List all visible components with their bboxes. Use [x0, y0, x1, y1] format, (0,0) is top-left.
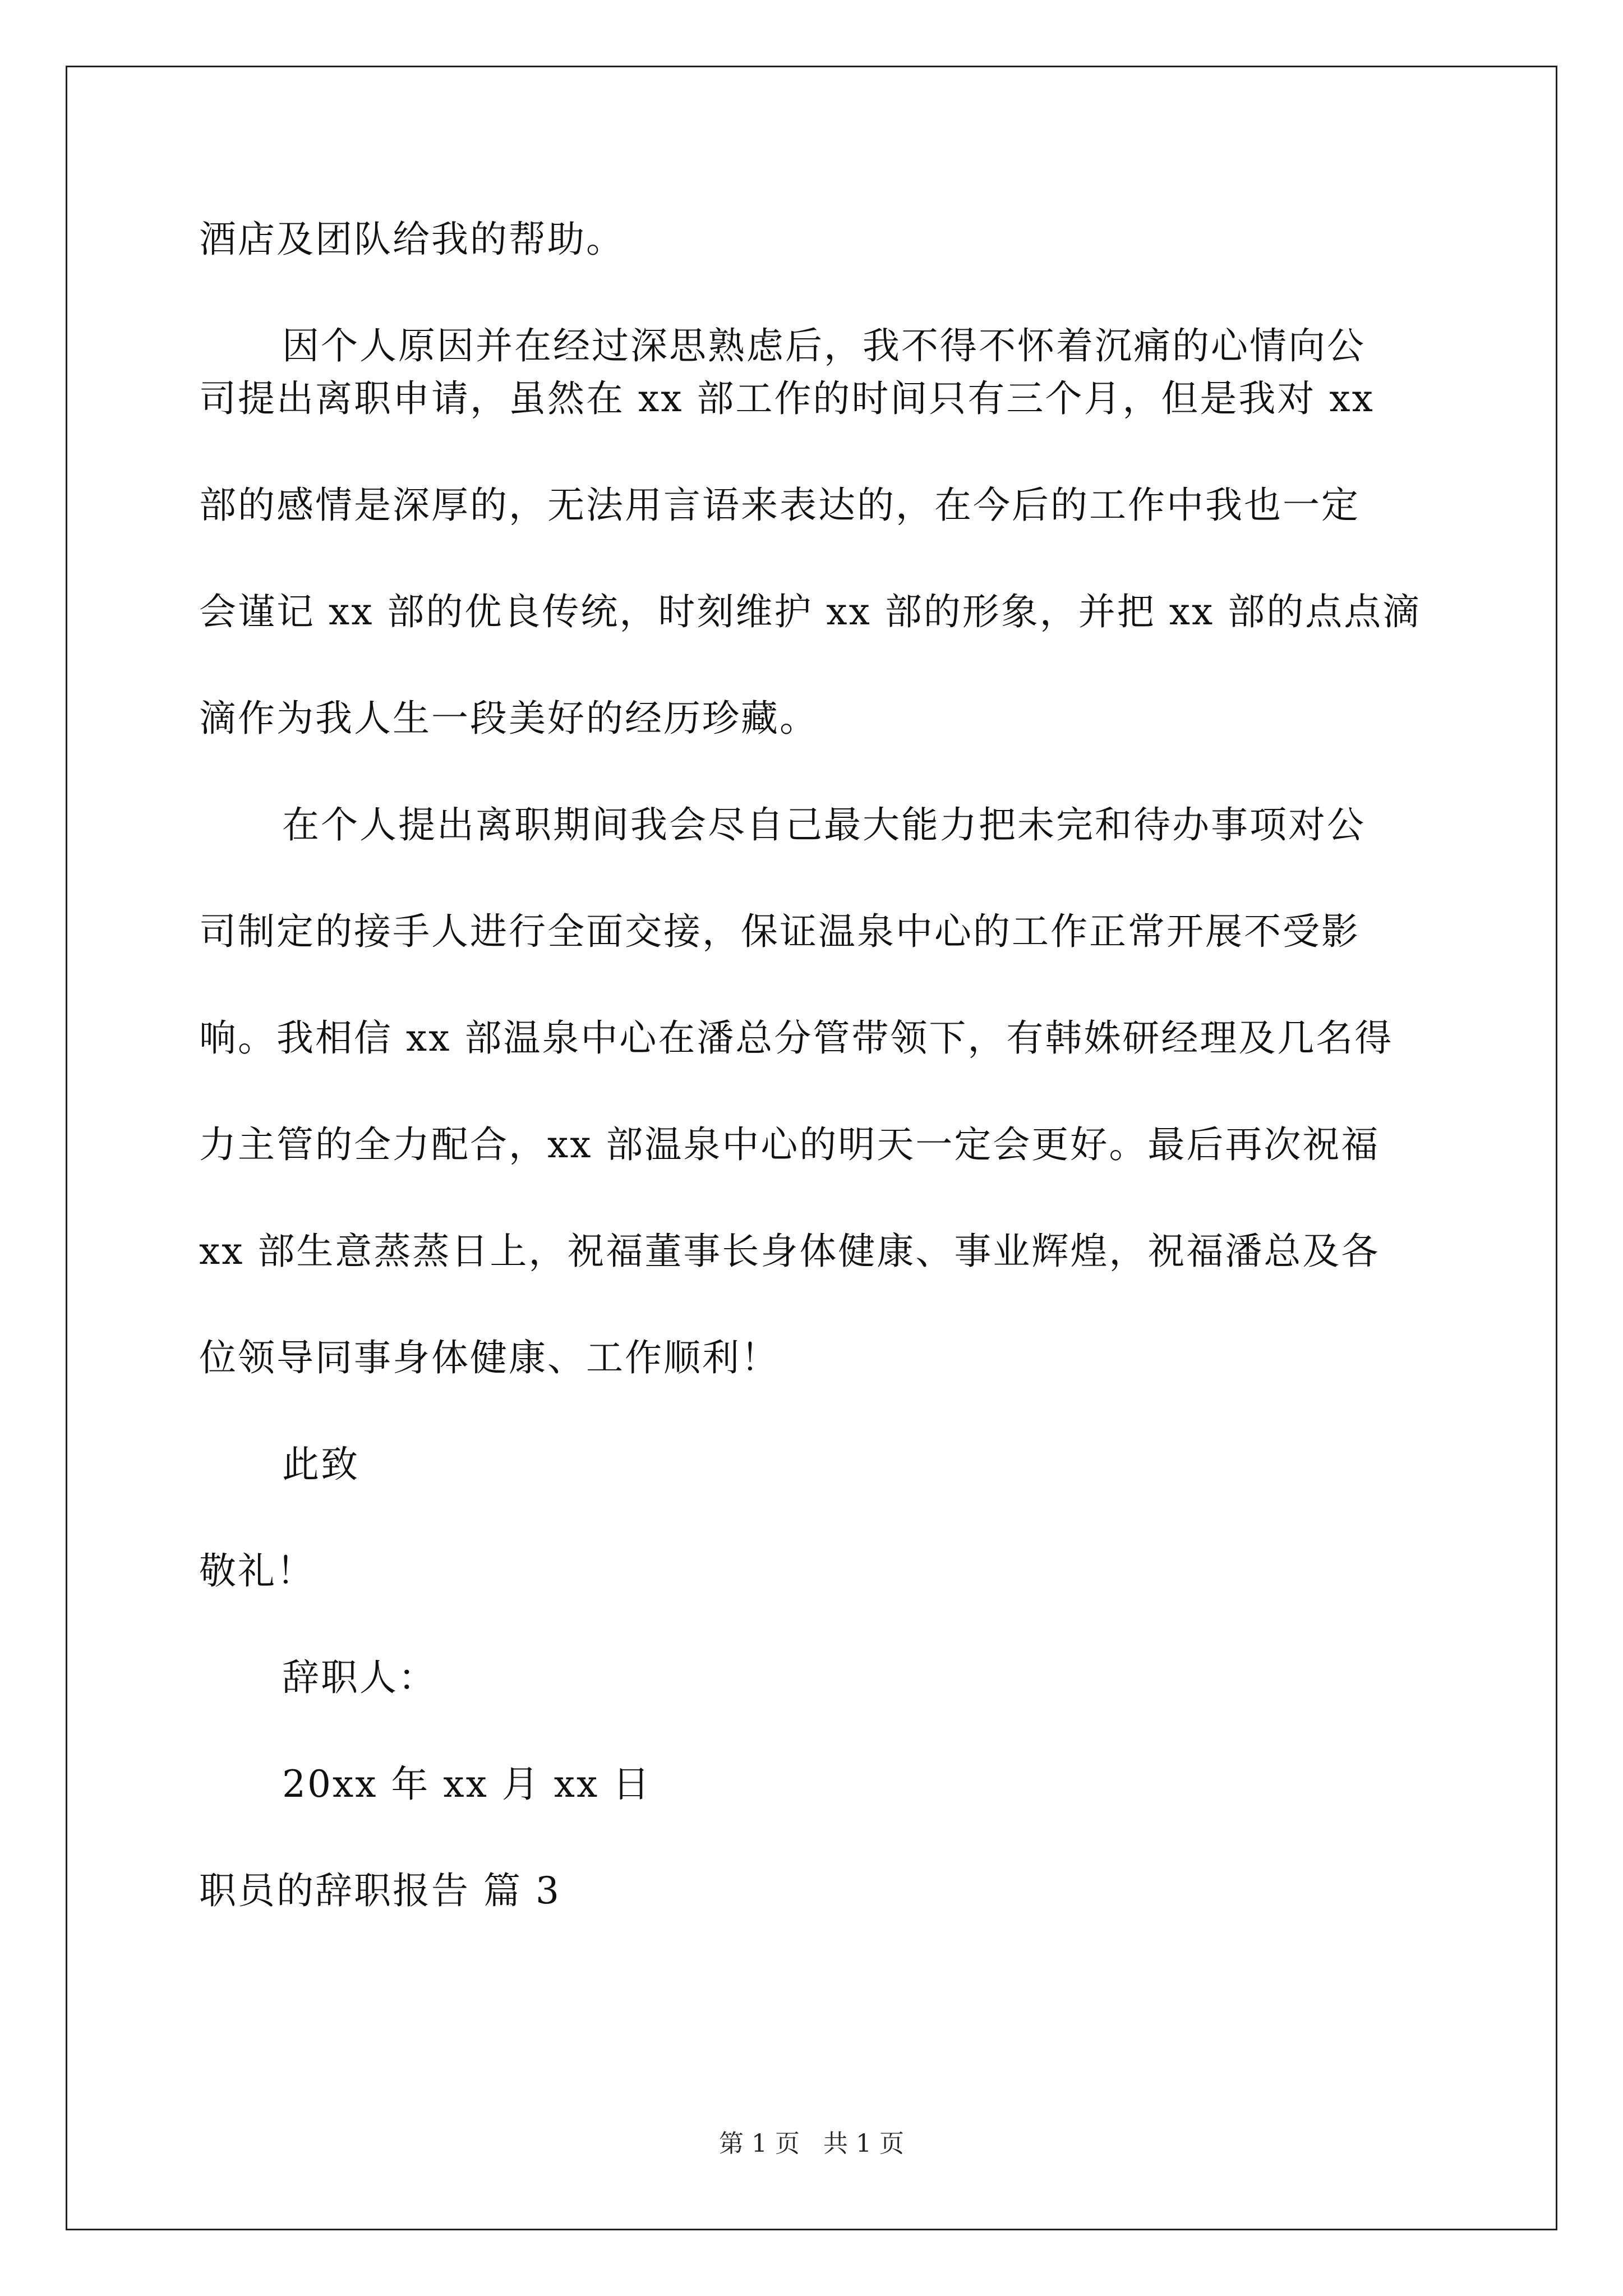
paragraph-line: 司制定的接手人进行全面交接，保证温泉中心的工作正常开展不受影	[199, 910, 1360, 953]
document-body	[199, 213, 1433, 1971]
paragraph-line: 司提出离职申请，虽然在 xx 部工作的时间只有三个月，但是我对 xx	[199, 377, 1375, 420]
paragraph-line: 位领导同事身体健康、工作顺利！	[199, 1336, 780, 1379]
salutation-line: 此致	[282, 1443, 359, 1486]
paragraph-line: 部的感情是深厚的，无法用言语来表达的，在今后的工作中我也一定	[199, 484, 1360, 527]
paragraph-line: 响。我相信 xx 部温泉中心在潘总分管带领下，有韩姝研经理及几名得	[199, 1016, 1394, 1060]
paragraph-line: 滴作为我人生一段美好的经历珍藏。	[199, 697, 818, 740]
page-footer: 第 1 页 共 1 页	[719, 2129, 904, 2158]
paragraph-line: xx 部生意蒸蒸日上，祝福董事长身体健康、事业辉煌，祝福潘总及各	[199, 1230, 1380, 1273]
paragraph-line: 因个人原因并在经过深思熟虑后，我不得不怀着沉痛的心情向公	[282, 324, 1366, 367]
paragraph-line: 力主管的全力配合，xx 部温泉中心的明天一定会更好。最后再次祝福	[199, 1123, 1380, 1166]
paragraph-line: 酒店及团队给我的帮助。	[199, 218, 625, 261]
section-heading: 职员的辞职报告 篇 3	[199, 1869, 561, 1912]
paragraph-line: 在个人提出离职期间我会尽自己最大能力把未完和待办事项对公	[282, 803, 1366, 846]
paragraph-line: 会谨记 xx 部的优良传统，时刻维护 xx 部的形象，并把 xx 部的点点滴	[199, 590, 1422, 633]
signature-label: 辞职人：	[282, 1656, 437, 1699]
closing-line: 敬礼！	[199, 1549, 315, 1593]
date-line: 20xx 年 xx 月 xx 日	[282, 1763, 652, 1806]
